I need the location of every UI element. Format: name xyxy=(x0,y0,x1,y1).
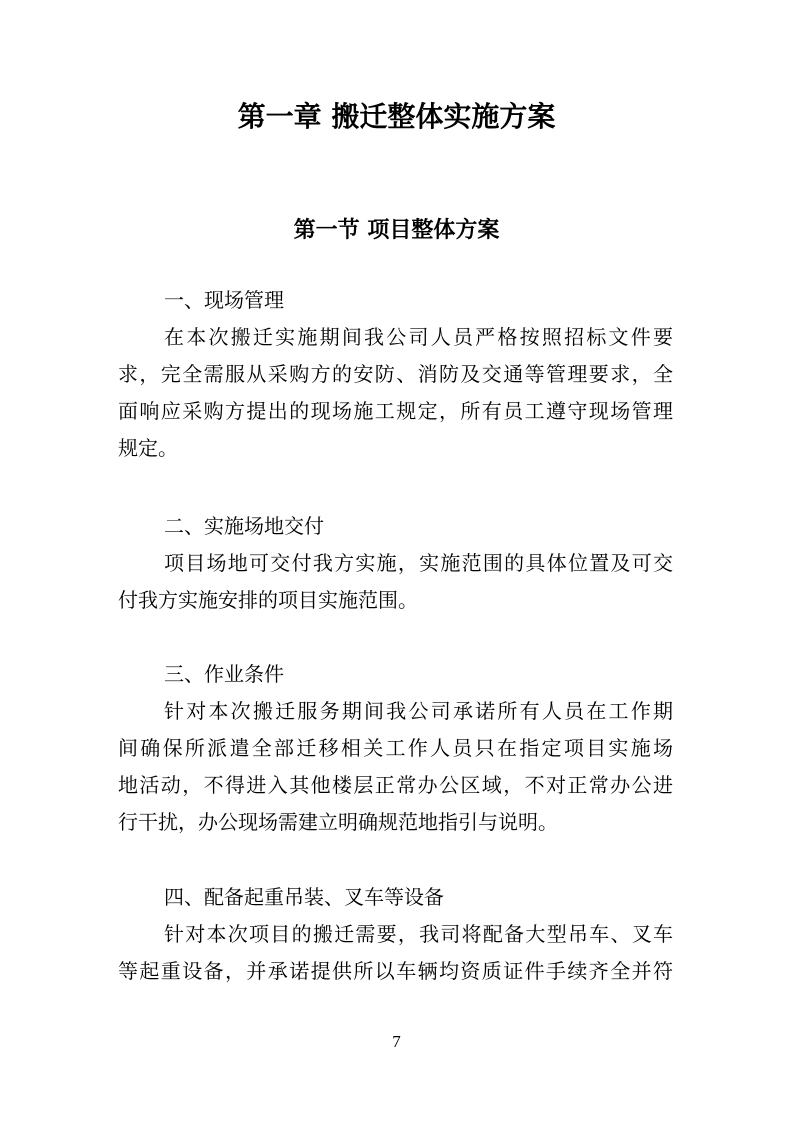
section-site-handover xyxy=(118,508,673,619)
paragraph-line: 规定。 xyxy=(118,436,178,460)
paragraph-line: 针对本次搬迁服务期间我公司承诺所有人员在工作期 xyxy=(164,699,673,723)
section-equipment xyxy=(118,879,673,990)
section-work-conditions xyxy=(118,656,673,841)
paragraph-line: 项目场地可交付我方实施，实施范围的具体位置及可交 xyxy=(164,551,673,575)
paragraph-line: 面响应采购方提出的现场施工规定，所有员工遵守现场管理 xyxy=(118,399,673,423)
paragraph-line: 在本次搬迁实施期间我公司人员严格按照招标文件要 xyxy=(164,325,673,349)
paragraph-line: 付我方实施安排的项目实施范围。 xyxy=(118,588,418,612)
paragraph-line: 等起重设备，并承诺提供所以车辆均资质证件手续齐全并符 xyxy=(118,959,673,983)
paragraph-line: 地活动，不得进入其他楼层正常办公区域，不对正常办公进 xyxy=(118,773,673,797)
section-site-management xyxy=(118,282,673,467)
section-title: 第一节 项目整体方案 xyxy=(293,217,500,243)
section-heading: 三、作业条件 xyxy=(164,662,284,686)
paragraph-line: 针对本次项目的搬迁需要，我司将配备大型吊车、叉车 xyxy=(164,922,673,946)
page-number: 7 xyxy=(392,1032,401,1051)
section-heading: 一、现场管理 xyxy=(164,288,284,312)
paragraph-line: 行干扰，办公现场需建立明确规范地指引与说明。 xyxy=(118,810,558,834)
section-heading: 二、实施场地交付 xyxy=(164,514,324,538)
paragraph-line: 间确保所派遣全部迁移相关工作人员只在指定项目实施场 xyxy=(118,736,673,760)
paragraph-line: 求，完全需服从采购方的安防、消防及交通等管理要求，全 xyxy=(118,362,673,386)
chapter-title: 第一章 搬迁整体实施方案 xyxy=(237,100,556,133)
section-heading: 四、配备起重吊装、叉车等设备 xyxy=(164,885,444,909)
